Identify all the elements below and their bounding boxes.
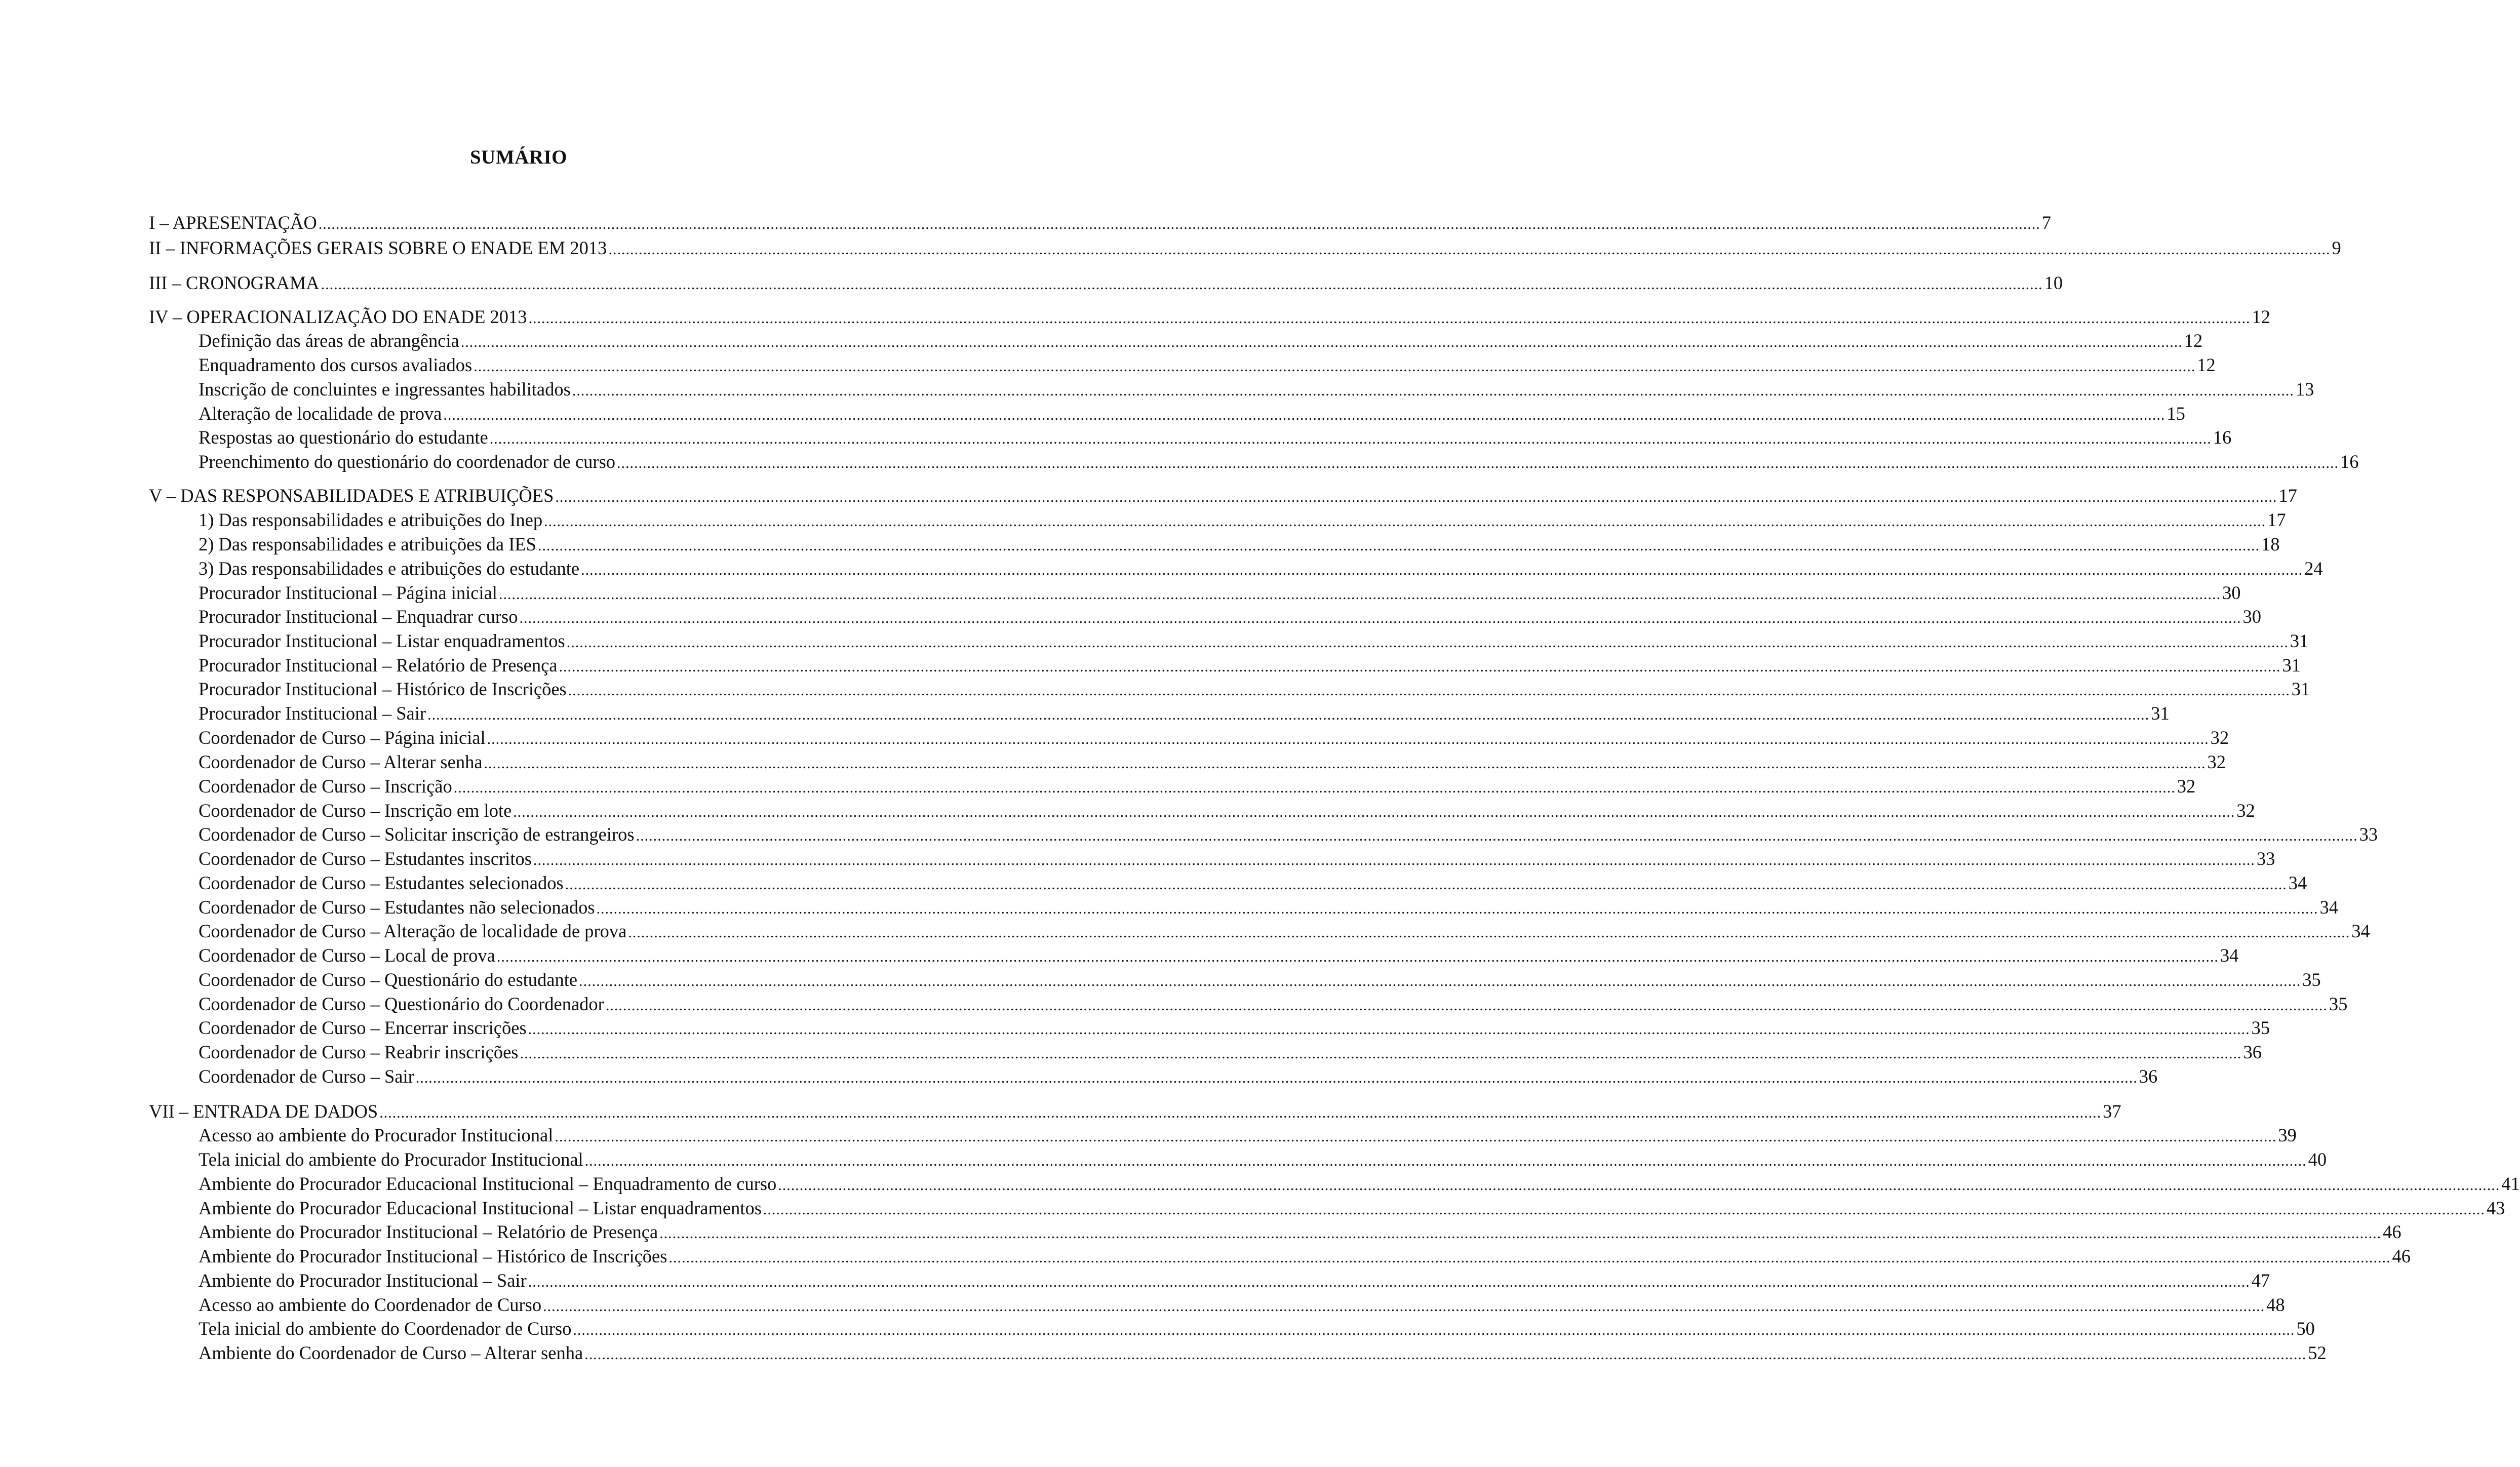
toc-entry-page-number: 24	[2304, 558, 2323, 579]
toc-entry	[199, 533, 2280, 557]
toc-entry-page-number: 30	[2242, 606, 2261, 627]
toc-entry	[149, 237, 2341, 261]
toc-entry	[149, 1100, 2121, 1124]
toc-entry	[199, 823, 2378, 847]
toc-entry	[199, 330, 2203, 353]
toc-dot-leader: ................................................................................................................................................................................................................................................................................................................................................................................................................	[321, 276, 2043, 293]
toc-dot-leader: ................................................................................................................................................................................................................................................................................................................................................................................................................	[605, 997, 2328, 1014]
toc-entry-label: Procurador Institucional – Sair	[199, 703, 426, 724]
toc-entry	[199, 451, 2359, 474]
toc-entry-label: Coordenador de Curso – Local de prova	[199, 945, 495, 966]
toc-entry-label: Procurador Institucional – Relatório de Presença	[199, 655, 558, 676]
toc-entry	[199, 1318, 2315, 1341]
toc-entry-label: Alteração de localidade de prova	[199, 403, 442, 424]
toc-entry	[199, 1065, 2158, 1089]
toc-dot-leader: ................................................................................................................................................................................................................................................................................................................................................................................................................	[544, 513, 2266, 530]
toc-entry-label: Procurador Institucional – Enquadrar curso	[199, 606, 518, 627]
toc-dot-leader: ................................................................................................................................................................................................................................................................................................................................................................................................................	[581, 562, 2303, 578]
toc-entry-page-number: 31	[2151, 703, 2170, 724]
toc-dot-leader: ................................................................................................................................................................................................................................................................................................................................................................................................................	[528, 1274, 2250, 1290]
toc-entry-label: Coordenador de Curso – Solicitar inscrição de estrangeiros	[199, 824, 635, 845]
toc-entry-page-number: 36	[2139, 1066, 2158, 1087]
toc-entry	[199, 426, 2232, 450]
toc-entry-label: Coordenador de Curso – Questionário do Coordenador	[199, 994, 604, 1014]
toc-entry	[199, 920, 2370, 944]
toc-dot-leader: ................................................................................................................................................................................................................................................................................................................................................................................................................	[584, 1153, 2307, 1169]
toc-dot-leader: ................................................................................................................................................................................................................................................................................................................................................................................................................	[555, 1128, 2277, 1145]
toc-entry-page-number: 33	[2256, 848, 2275, 869]
toc-dot-leader: ................................................................................................................................................................................................................................................................................................................................................................................................................	[496, 948, 2219, 965]
toc-entry	[149, 485, 2297, 508]
toc-entry-label: Coordenador de Curso – Estudantes inscritos	[199, 848, 532, 869]
toc-dot-leader: ................................................................................................................................................................................................................................................................................................................................................................................................................	[533, 852, 2255, 868]
toc-entry-page-number: 12	[2184, 330, 2203, 351]
toc-entry	[199, 1197, 2505, 1221]
toc-entry	[199, 582, 2241, 606]
toc-entry	[199, 896, 2339, 920]
toc-entry-label: Procurador Institucional – Histórico de Inscrições	[199, 679, 567, 699]
toc-entry	[199, 1294, 2285, 1318]
toc-entry-label: VII – ENTRADA DE DADOS	[149, 1101, 378, 1122]
toc-dot-leader: ................................................................................................................................................................................................................................................................................................................................................................................................................	[559, 658, 2281, 675]
toc-entry-page-number: 16	[2213, 427, 2232, 448]
toc-entry-label: 1) Das responsabilidades e atribuições do Inep	[199, 509, 543, 530]
toc-entry	[199, 354, 2216, 378]
toc-entry-label: I – APRESENTAÇÃO	[149, 212, 317, 233]
toc-entry-label: Enquadramento dos cursos avaliados	[199, 354, 473, 375]
toc-entry-page-number: 52	[2308, 1342, 2327, 1363]
toc-entry-label: Ambiente do Coordenador de Curso – Alterar senha	[199, 1342, 583, 1363]
toc-entry-page-number: 47	[2251, 1270, 2270, 1291]
toc-dot-leader: ................................................................................................................................................................................................................................................................................................................................................................................................................	[568, 682, 2290, 699]
toc-entry	[199, 727, 2229, 750]
toc-entry-label: III – CRONOGRAMA	[149, 272, 320, 293]
toc-entry-label: Coordenador de Curso – Página inicial	[199, 727, 486, 748]
toc-entry	[149, 306, 2271, 330]
toc-dot-leader: ................................................................................................................................................................................................................................................................................................................................................................................................................	[460, 334, 2183, 350]
toc-entry-label: IV – OPERACIONALIZAÇÃO DO ENADE 2013	[149, 306, 527, 327]
toc-entry-label: Coordenador de Curso – Estudantes não selecionados	[199, 897, 595, 918]
toc-entry-page-number: 17	[2278, 485, 2297, 506]
toc-dot-leader: ................................................................................................................................................................................................................................................................................................................................................................................................................	[778, 1177, 2500, 1194]
toc-entry-label: Coordenador de Curso – Reabrir inscrições	[199, 1042, 519, 1062]
toc-entry-page-number: 34	[2288, 873, 2307, 893]
toc-entry	[199, 678, 2310, 702]
toc-entry-label: Acesso ao ambiente do Coordenador de Curso	[199, 1294, 542, 1315]
toc-dot-leader: ................................................................................................................................................................................................................................................................................................................................................................................................................	[498, 586, 2221, 603]
toc-entry-label: Coordenador de Curso – Encerrar inscrições	[199, 1017, 527, 1038]
toc-entry-page-number: 39	[2278, 1125, 2297, 1145]
toc-entry-label: Coordenador de Curso – Sair	[199, 1066, 414, 1087]
toc-entry-page-number: 12	[2197, 354, 2216, 375]
toc-entry-page-number: 41	[2501, 1173, 2520, 1194]
toc-entry	[199, 993, 2348, 1017]
toc-entry	[199, 630, 2309, 654]
toc-dot-leader: ................................................................................................................................................................................................................................................................................................................................................................................................................	[519, 610, 2241, 626]
toc-dot-leader: ................................................................................................................................................................................................................................................................................................................................................................................................................	[487, 731, 2209, 747]
toc-entry	[199, 751, 2226, 775]
toc-entry	[199, 1148, 2327, 1172]
toc-dot-leader: ................................................................................................................................................................................................................................................................................................................................................................................................................	[427, 706, 2150, 723]
toc-entry-page-number: 50	[2296, 1318, 2315, 1339]
toc-entry-label: Definição das áreas de abrangência	[199, 330, 459, 351]
toc-dot-leader: ................................................................................................................................................................................................................................................................................................................................................................................................................	[617, 455, 2339, 471]
toc-entry-page-number: 33	[2359, 824, 2378, 845]
toc-entry-page-number: 31	[2282, 655, 2301, 676]
toc-entry-label: V – DAS RESPONSABILIDADES E ATRIBUIÇÕES	[149, 485, 554, 506]
toc-dot-leader: ................................................................................................................................................................................................................................................................................................................................................................................................................	[443, 407, 2165, 423]
toc-entry-page-number: 32	[2177, 776, 2196, 797]
toc-dot-leader: ................................................................................................................................................................................................................................................................................................................................................................................................................	[513, 804, 2235, 820]
toc-entry-label: Ambiente do Procurador Educacional Institucional – Listar enquadramentos	[199, 1198, 762, 1218]
toc-entry-label: Coordenador de Curso – Inscrição	[199, 776, 452, 797]
toc-entry	[199, 969, 2321, 993]
toc-entry	[199, 872, 2307, 896]
toc-dot-leader: ................................................................................................................................................................................................................................................................................................................................................................................................................	[318, 216, 2040, 232]
toc-entry	[199, 654, 2301, 678]
toc-entry-page-number: 10	[2044, 272, 2063, 293]
toc-entry-page-number: 34	[2319, 897, 2339, 918]
toc-entry-page-number: 43	[2486, 1198, 2505, 1218]
toc-dot-leader: ................................................................................................................................................................................................................................................................................................................................................................................................................	[584, 1346, 2307, 1363]
toc-dot-leader: ................................................................................................................................................................................................................................................................................................................................................................................................................	[565, 876, 2287, 893]
toc-entry-label: Coordenador de Curso – Alterar senha	[199, 751, 483, 772]
toc-entry	[199, 403, 2185, 426]
toc-entry	[199, 944, 2239, 968]
toc-entry-label: Coordenador de Curso – Estudantes selecionados	[199, 873, 564, 893]
toc-entry-page-number: 48	[2266, 1294, 2285, 1315]
toc-entry-page-number: 31	[2291, 679, 2310, 699]
toc-entry	[199, 848, 2275, 871]
toc-entry-label: II – INFORMAÇÕES GERAIS SOBRE O ENADE EM 2013	[149, 237, 607, 258]
toc-entry	[199, 775, 2196, 799]
toc-entry-page-number: 7	[2041, 212, 2051, 233]
toc-entry-page-number: 37	[2103, 1101, 2121, 1122]
toc-entry	[199, 509, 2286, 533]
toc-dot-leader: ................................................................................................................................................................................................................................................................................................................................................................................................................	[453, 779, 2176, 796]
toc-entry-page-number: 36	[2243, 1042, 2262, 1062]
toc-entry-page-number: 30	[2222, 582, 2241, 603]
toc-entry-page-number: 34	[2220, 945, 2239, 966]
toc-dot-leader: ................................................................................................................................................................................................................................................................................................................................................................................................................	[528, 1021, 2250, 1038]
toc-dot-leader: ................................................................................................................................................................................................................................................................................................................................................................................................................	[572, 382, 2294, 399]
toc-entry-page-number: 18	[2261, 534, 2280, 554]
toc-entry-page-number: 17	[2267, 509, 2286, 530]
toc-entry-page-number: 13	[2295, 379, 2314, 400]
toc-entry	[199, 1041, 2262, 1065]
toc-entry-page-number: 32	[2236, 800, 2255, 821]
toc-entry-label: Ambiente do Procurador Institucional – Relatório de Presença	[199, 1221, 658, 1242]
toc-entry	[199, 1017, 2270, 1041]
toc-entry-page-number: 31	[2290, 630, 2309, 651]
toc-entry	[199, 606, 2261, 629]
toc-dot-leader: ................................................................................................................................................................................................................................................................................................................................................................................................................	[579, 973, 2301, 989]
toc-dot-leader: ................................................................................................................................................................................................................................................................................................................................................................................................................	[537, 537, 2260, 554]
toc-entry-label: Inscrição de concluintes e ingressantes habilitados	[199, 379, 571, 400]
toc-dot-leader: ................................................................................................................................................................................................................................................................................................................................................................................................................	[543, 1298, 2265, 1315]
toc-entry-label: Procurador Institucional – Listar enquadramentos	[199, 630, 565, 651]
toc-dot-leader: ................................................................................................................................................................................................................................................................................................................................................................................................................	[659, 1225, 2382, 1242]
page-title: SUMÁRIO	[469, 146, 567, 168]
toc-dot-leader: ................................................................................................................................................................................................................................................................................................................................................................................................................	[484, 755, 2206, 772]
toc-dot-leader: ................................................................................................................................................................................................................................................................................................................................................................................................................	[636, 827, 2358, 844]
toc-entry	[149, 212, 2051, 235]
toc-entry-page-number: 35	[2329, 994, 2348, 1014]
toc-entry	[199, 1342, 2327, 1366]
toc-entry-page-number: 9	[2332, 237, 2341, 258]
toc-entry-page-number: 46	[2383, 1221, 2401, 1242]
toc-entry-label: Ambiente do Procurador Educacional Institucional – Enquadramento de curso	[199, 1173, 777, 1194]
toc-entry	[199, 558, 2323, 581]
toc-entry-label: Procurador Institucional – Página inicial	[199, 582, 497, 603]
toc-entry-page-number: 34	[2351, 921, 2370, 941]
toc-entry	[199, 1221, 2401, 1245]
toc-entry-label: Coordenador de Curso – Questionário do estudante	[199, 969, 578, 990]
toc-entry	[199, 1173, 2520, 1197]
toc-entry-page-number: 46	[2392, 1246, 2411, 1266]
toc-entry	[199, 1270, 2270, 1293]
toc-dot-leader: ................................................................................................................................................................................................................................................................................................................................................................................................................	[566, 634, 2289, 651]
toc-dot-leader: ................................................................................................................................................................................................................................................................................................................................................................................................................	[415, 1069, 2138, 1086]
toc-entry-page-number: 40	[2308, 1149, 2327, 1170]
toc-dot-leader: ................................................................................................................................................................................................................................................................................................................................................................................................................	[596, 900, 2318, 917]
toc-entry-label: 3) Das responsabilidades e atribuições do estudante	[199, 558, 580, 579]
toc-entry-page-number: 35	[2302, 969, 2321, 990]
toc-dot-leader: ................................................................................................................................................................................................................................................................................................................................................................................................................	[573, 1322, 2295, 1338]
toc-dot-leader: ................................................................................................................................................................................................................................................................................................................................................................................................................	[528, 310, 2251, 327]
toc-entry-label: Coordenador de Curso – Inscrição em lote	[199, 800, 512, 821]
toc-entry-label: Preenchimento do questionário do coordenador de curso	[199, 451, 616, 472]
toc-entry	[149, 272, 2063, 296]
toc-dot-leader: ................................................................................................................................................................................................................................................................................................................................................................................................................	[520, 1045, 2242, 1062]
toc-entry-label: 2) Das responsabilidades e atribuições da IES	[199, 534, 536, 554]
toc-entry	[199, 800, 2255, 823]
toc-entry-page-number: 35	[2251, 1017, 2270, 1038]
toc-dot-leader: ................................................................................................................................................................................................................................................................................................................................................................................................................	[608, 241, 2331, 258]
toc-entry-label: Acesso ao ambiente do Procurador Institucional	[199, 1125, 554, 1145]
toc-dot-leader: ................................................................................................................................................................................................................................................................................................................................................................................................................	[474, 358, 2196, 375]
toc-entry-label: Respostas ao questionário do estudante	[199, 427, 488, 448]
toc-entry-page-number: 15	[2167, 403, 2185, 424]
toc-entry-label: Coordenador de Curso – Alteração de localidade de prova	[199, 921, 627, 941]
toc-entry-label: Ambiente do Procurador Institucional – Histórico de Inscrições	[199, 1246, 667, 1266]
toc-entry-page-number: 32	[2207, 751, 2226, 772]
toc-entry	[199, 1124, 2297, 1148]
toc-dot-leader: ................................................................................................................................................................................................................................................................................................................................................................................................................	[628, 924, 2350, 941]
toc-dot-leader: ................................................................................................................................................................................................................................................................................................................................................................................................................	[668, 1249, 2391, 1266]
toc-entry-page-number: 16	[2340, 451, 2359, 472]
toc-entry-label: Ambiente do Procurador Institucional – Sair	[199, 1270, 527, 1291]
toc-entry	[199, 702, 2170, 726]
toc-entry-page-number: 32	[2210, 727, 2229, 748]
toc-dot-leader: ................................................................................................................................................................................................................................................................................................................................................................................................................	[379, 1104, 2102, 1121]
toc-entry-label: Tela inicial do ambiente do Coordenador de Curso	[199, 1318, 572, 1339]
toc-dot-leader: ................................................................................................................................................................................................................................................................................................................................................................................................................	[489, 430, 2212, 447]
toc-dot-leader: ................................................................................................................................................................................................................................................................................................................................................................................................................	[555, 489, 2277, 505]
toc-entry	[199, 1245, 2411, 1269]
toc-entry-page-number: 12	[2252, 306, 2271, 327]
toc-entry	[199, 378, 2314, 402]
toc-dot-leader: ................................................................................................................................................................................................................................................................................................................................................................................................................	[763, 1201, 2485, 1218]
toc-entry-label: Tela inicial do ambiente do Procurador Institucional	[199, 1149, 583, 1170]
